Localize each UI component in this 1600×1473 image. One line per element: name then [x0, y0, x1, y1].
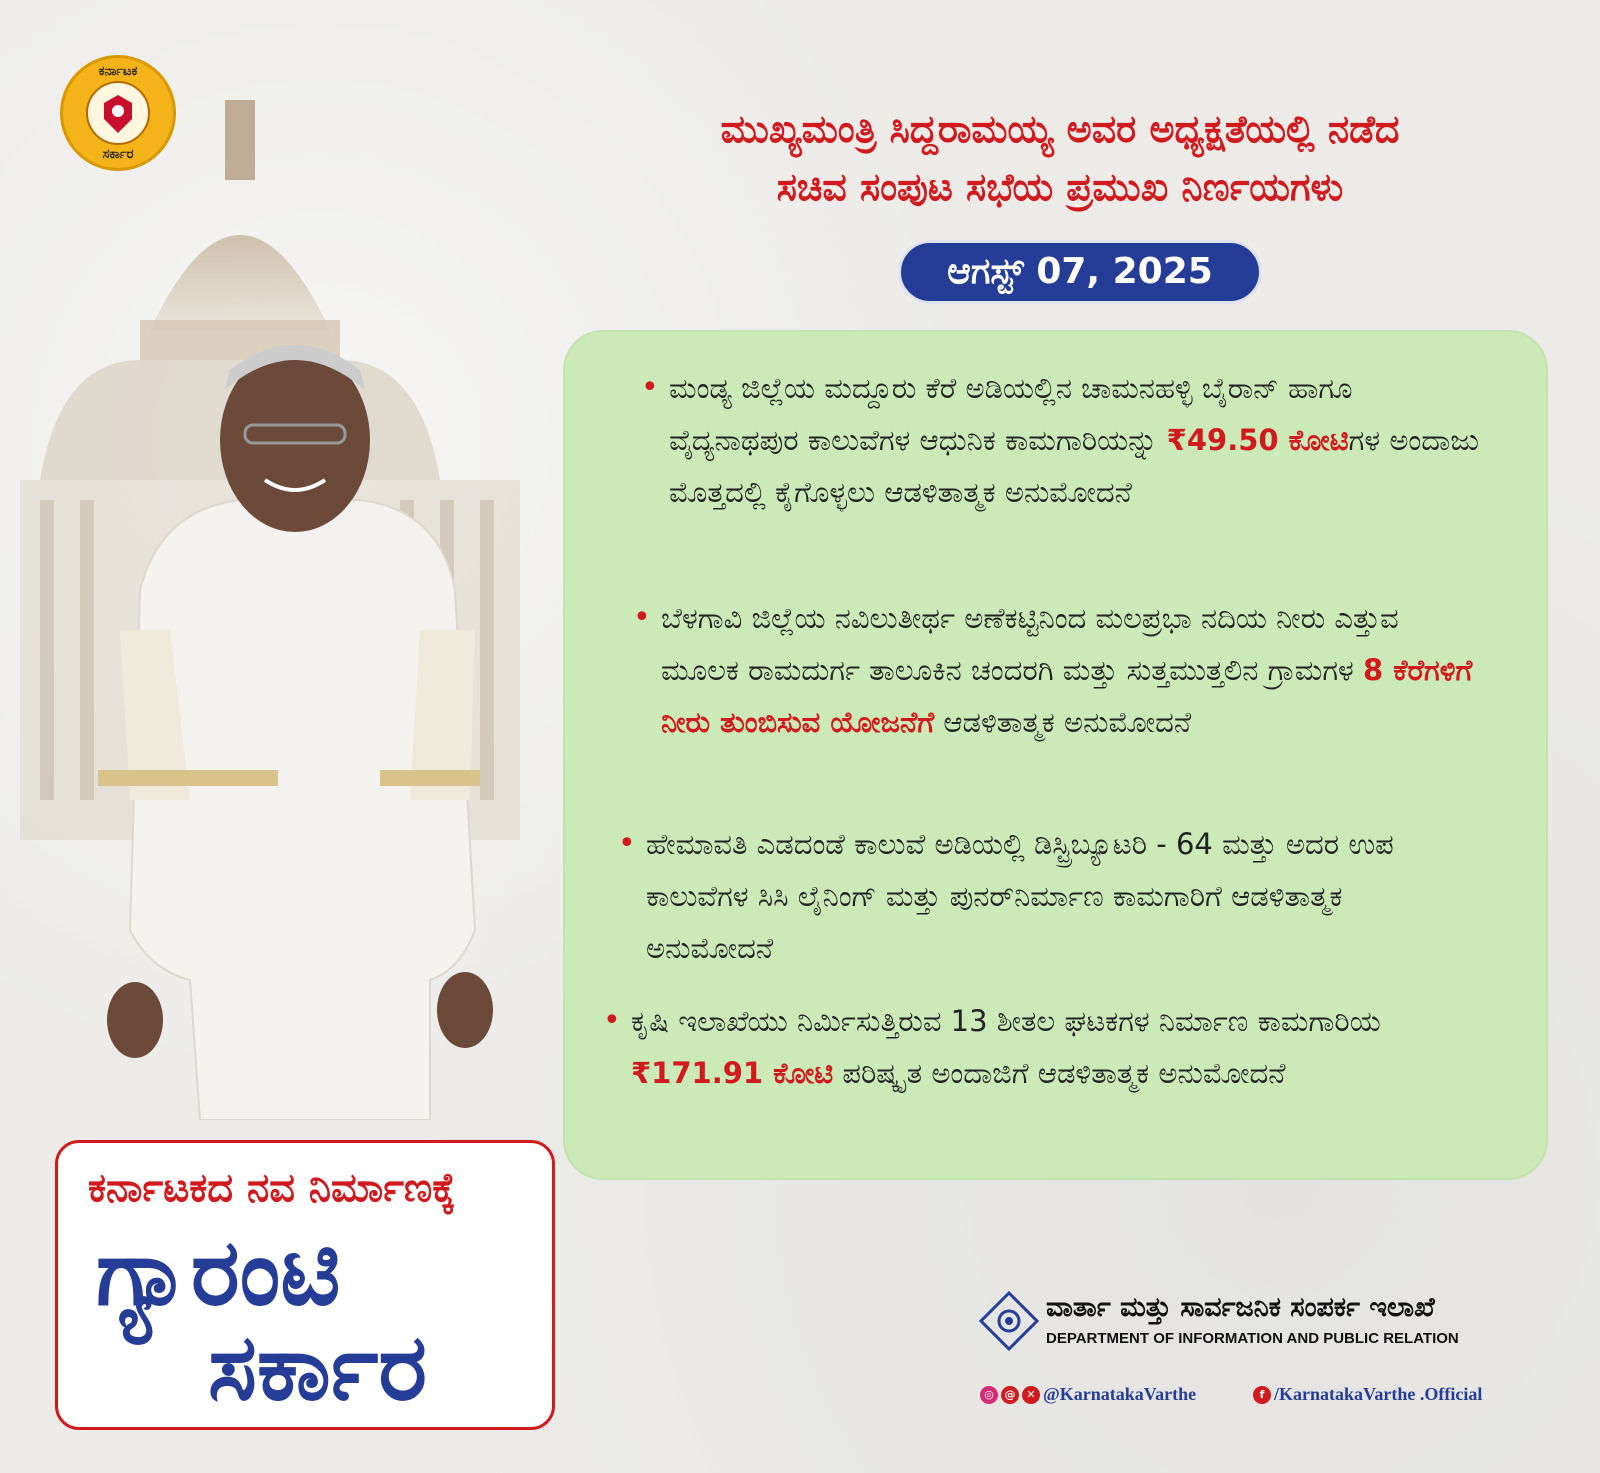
- date-text: ಆಗಸ್ಟ್ 07, 2025: [947, 251, 1213, 292]
- karnataka-state-emblem: [60, 55, 176, 171]
- decision-text: ಬೆಳಗಾವಿ ಜಿಲ್ಲೆಯ ನವಿಲುತೀರ್ಥ ಅಣೆಕಟ್ಟಿನಿಂದ ಮಲಪ್ರಭಾ ನದಿಯ ನೀರು ಎತ್ತುವ ಮೂಲಕ ರಾಮದುರ್ಗ ತಾಲೂಕಿನ ಚಂದರಗಿ ಮತ್ತು ಸುತ್ತಮುತ್ತಲಿನ ಗ್ರಾಮಗಳ 8 ಕೆರೆಗಳಿಗೆ ನೀರು ತುಂಬಿಸುವ ಯೋಜನೆಗೆ ಆಡಳಿತಾತ್ಮಕ ಅನುಮೋದನೆ: [661, 601, 1473, 739]
- facebook-handle[interactable]: [1253, 1384, 1482, 1405]
- emblem-top-text: ಕರ್ನಾಟಕ: [98, 64, 138, 79]
- decisions-panel: [563, 330, 1548, 1180]
- decision-item: [618, 818, 1468, 974]
- decision-text: ಹೇಮಾವತಿ ಎಡದಂಡೆ ಕಾಲುವೆ ಅಡಿಯಲ್ಲಿ ಡಿಸ್ಟ್ರಿಬ್ಯೂಟರಿ - 64 ಮತ್ತು ಅದರ ಉಪ ಕಾಲುವೆಗಳ ಸಿಸಿ ಲೈನಿಂಗ್ ಮತ್ತು ಪುನರ್‌ನಿರ್ಮಾಣ ಕಾಮಗಾರಿಗೆ ಆಡಳಿತಾತ್ಮಕ ಅನುಮೋದನೆ: [646, 827, 1394, 965]
- decision-item: [633, 592, 1483, 748]
- title-line-2: ಸಚಿವ ಸಂಪುಟ ಸಭೆಯ ಪ್ರಮುಖ ನಿರ್ಣಯಗಳು: [776, 165, 1344, 209]
- bullet-icon: •: [633, 600, 651, 635]
- threads-icon: @: [1001, 1386, 1019, 1404]
- x-icon: ✕: [1022, 1386, 1040, 1404]
- title-line-1: ಮುಖ್ಯಮಂತ್ರಿ ಸಿದ್ದರಾಮಯ್ಯ ಅವರ ಅಧ್ಯಕ್ಷತೆಯಲ್ಲಿ ನಡೆದ: [720, 107, 1400, 151]
- facebook-handle-text: /KarnatakaVarthe .Official: [1274, 1384, 1483, 1404]
- instagram-icon: ◎: [980, 1386, 998, 1404]
- department-logo-icon: [978, 1290, 1040, 1352]
- social-handle[interactable]: [980, 1384, 1196, 1405]
- slogan-line-1: ಗ್ಯಾರಂಟಿ: [96, 1219, 341, 1326]
- emblem-bottom-text: ಸರ್ಕಾರ: [102, 147, 134, 162]
- chief-minister-portrait: [80, 330, 510, 1120]
- department-name-english: DEPARTMENT OF INFORMATION AND PUBLIC RELATION: [1046, 1330, 1459, 1347]
- guarantee-slogan-box: [55, 1140, 555, 1430]
- state-emblem-icon: [86, 81, 150, 145]
- decision-item: [603, 995, 1473, 1099]
- slogan-line-2: ಸರ್ಕಾರ: [208, 1314, 428, 1421]
- bullet-icon: •: [618, 826, 636, 861]
- decision-text: ಕೃಷಿ ಇಲಾಖೆಯು ನಿರ್ಮಿಸುತ್ತಿರುವ 13 ಶೀತಲ ಘಟಕಗಳ ನಿರ್ಮಾಣ ಕಾಮಗಾರಿಯ ₹171.91 ಕೋಟಿ ಪರಿಷ್ಕೃತ ಅಂದಾಜಿಗೆ ಆಡಳಿತಾತ್ಮಕ ಅನುಮೋದನೆ: [631, 1004, 1381, 1090]
- decision-item: [641, 362, 1491, 518]
- bullet-icon: •: [641, 370, 659, 405]
- slogan-subtitle: ಕರ್ನಾಟಕದ ನವ ನಿರ್ಮಾಣಕ್ಕೆ: [88, 1165, 456, 1211]
- date-badge: [898, 240, 1262, 304]
- facebook-icon: f: [1253, 1386, 1271, 1404]
- social-handle-text: @KarnatakaVarthe: [1043, 1384, 1197, 1404]
- department-name-kannada: ವಾರ್ತಾ ಮತ್ತು ಸಾರ್ವಜನಿಕ ಸಂಪರ್ಕ ಇಲಾಖೆ: [1046, 1292, 1435, 1323]
- page-title: [560, 100, 1560, 216]
- decision-text: ಮಂಡ್ಯ ಜಿಲ್ಲೆಯ ಮದ್ದೂರು ಕೆರೆ ಅಡಿಯಲ್ಲಿನ ಚಾಮನಹಳ್ಳಿ ಬೈರಾನ್ ಹಾಗೂ ವೈದ್ಯನಾಥಪುರ ಕಾಲುವೆಗಳ ಆಧುನಿಕ ಕಾಮಗಾರಿಯನ್ನು ₹49.50 ಕೋಟಿಗಳ ಅಂದಾಜು ಮೊತ್ತದಲ್ಲಿ ಕೈಗೊಳ್ಳಲು ಆಡಳಿತಾತ್ಮಕ ಅನುಮೋದನೆ: [669, 371, 1479, 509]
- bullet-icon: •: [603, 1003, 621, 1038]
